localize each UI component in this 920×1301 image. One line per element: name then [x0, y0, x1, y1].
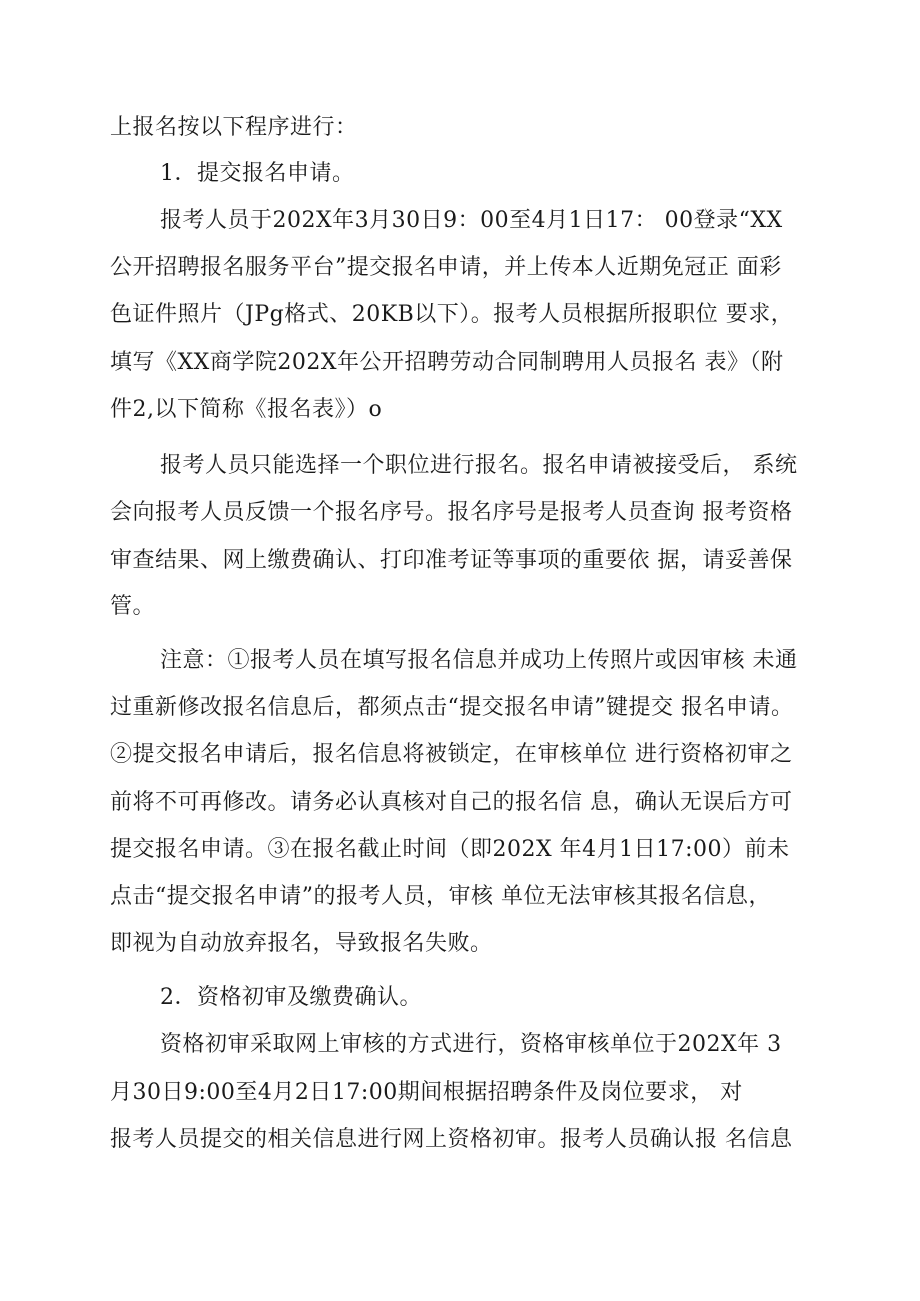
- text-line: 月30日9:00至4月2日17:00期间根据招聘条件及岗位要求， 对: [110, 1080, 743, 1105]
- text-line: 管。: [110, 594, 156, 619]
- text-line: 提交报名申请。③在报名截止时间（即202X 年4月1日17:00）前未: [110, 837, 790, 862]
- text-line: 公开招聘报名服务平台”提交报名申请，并上传本人近期免冠正 面彩: [110, 255, 782, 280]
- text-line: 件2,以下简称《报名表》）o: [110, 397, 383, 422]
- text-line: 资格初审采取网上审核的方式进行，资格审核单位于202X年 3: [160, 1032, 782, 1057]
- text-line: 会向报考人员反馈一个报名序号。报名序号是报考人员查询 报考资格: [110, 500, 793, 525]
- section-heading: 2．资格初审及缴费确认。: [160, 985, 422, 1010]
- text-line: 填写《XX商学院202X年公开招聘劳动合同制聘用人员报名 表》（附: [110, 350, 784, 375]
- text-line: 前将不可再修改。请务必认真核对自己的报名信 息，确认无误后方可: [110, 790, 793, 815]
- text-line: 注意：①报考人员在填写报名信息并成功上传照片或因审核 未通: [160, 648, 798, 673]
- text-line: 审查结果、网上缴费确认、打印准考证等事项的重要依 据，请妥善保: [110, 548, 793, 573]
- text-line: 报考人员只能选择一个职位进行报名。报名申请被接受后， 系统: [160, 453, 798, 478]
- text-line: 上报名按以下程序进行：: [110, 115, 358, 140]
- text-line: 报考人员于202X年3月30日9：00至4月1日17： 00登录“XX: [160, 208, 783, 233]
- text-line: 报考人员提交的相关信息进行网上资格初审。报考人员确认报 名信息: [110, 1127, 793, 1152]
- section-heading: 1．提交报名申请。: [160, 161, 355, 186]
- text-line: 点击“提交报名申请”的报考人员，审核 单位无法审核其报名信息，: [110, 884, 771, 909]
- text-line: 即视为自动放弃报名，导致报名失败。: [110, 931, 493, 956]
- text-line: 色证件照片（JPg格式、20KB以下）。报考人员根据所报职位 要求，: [110, 302, 794, 327]
- text-line: ②提交报名申请后，报名信息将被锁定，在审核单位 进行资格初审之: [110, 742, 793, 767]
- text-line: 过重新修改报名信息后，都须点击“提交报名申请”键提交 报名申请。: [110, 695, 794, 720]
